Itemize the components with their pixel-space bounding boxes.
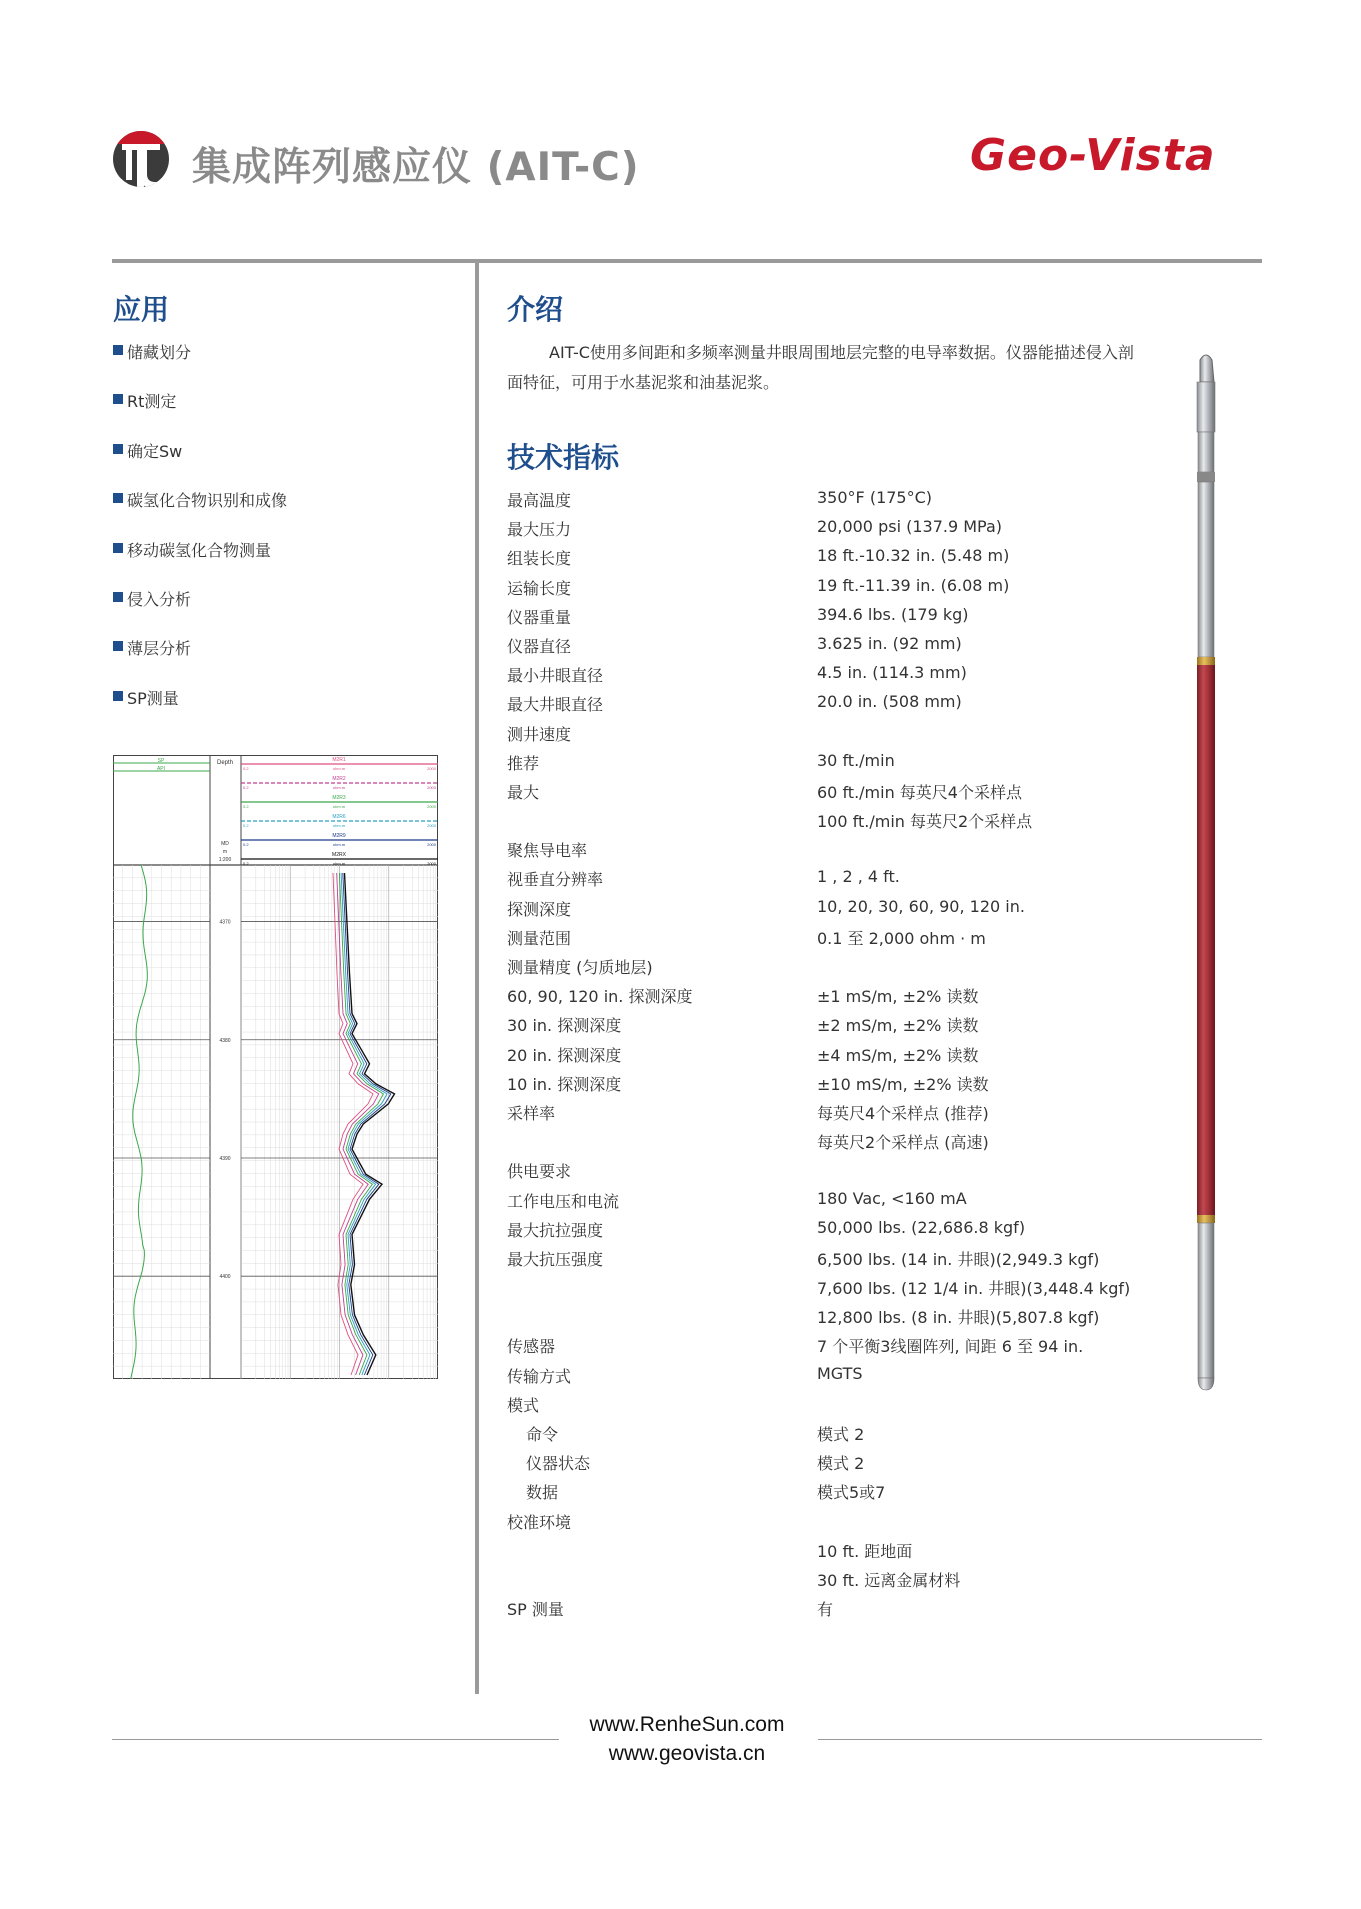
spec-row <box>507 1364 1157 1393</box>
spec-row <box>507 1451 1157 1480</box>
spec-value: 10, 20, 30, 60, 90, 120 in. <box>817 896 1025 916</box>
curve-header-max: 2000 <box>427 804 436 809</box>
spec-label: 最大井眼直径 <box>507 695 604 715</box>
spec-row <box>507 1013 1157 1042</box>
spec-row <box>507 780 1157 809</box>
spec-value: ±1 mS/m, ±2% 读数 <box>817 987 979 1007</box>
curve-header-label: M2R9 <box>332 833 346 839</box>
application-item <box>113 538 463 587</box>
depth-label: 4380 <box>219 1037 231 1044</box>
spec-row <box>507 1043 1157 1072</box>
spec-label: 仪器状态 <box>526 1454 591 1474</box>
curve-header-unit: ohm.m <box>332 785 346 790</box>
spec-row <box>507 1422 1157 1451</box>
specs-heading: 技术指标 <box>507 441 620 474</box>
spec-label: 最高温度 <box>507 491 572 510</box>
spec-label: 视垂直分辨率 <box>507 870 604 890</box>
curve-header-max: 2000 <box>427 823 436 828</box>
spec-row <box>507 897 1157 926</box>
spec-value: 20,000 psi (137.9 MPa) <box>817 517 1003 537</box>
spec-value: ±10 mS/m, ±2% 读数 <box>817 1074 989 1094</box>
spec-label: 模式 <box>507 1395 540 1415</box>
bullet-square-icon <box>113 345 123 355</box>
spec-row <box>507 546 1157 575</box>
spec-value: 每英尺4个采样点 (推荐) <box>817 1103 989 1123</box>
spec-row <box>507 634 1157 663</box>
spec-row <box>507 838 1157 867</box>
spec-value: 6,500 lbs. (14 in. 井眼)(2,949.3 kgf) <box>817 1249 1100 1269</box>
spec-row <box>507 1305 1157 1334</box>
curve-header-max: 2000 <box>427 842 436 847</box>
spec-value: 100 ft./min 每英尺2个采样点 <box>817 812 1033 832</box>
spec-value: ±2 mS/m, ±2% 读数 <box>817 1016 979 1036</box>
spec-row <box>507 1568 1157 1597</box>
footer-url-renhesun[interactable]: www.RenheSun.com <box>589 1713 785 1736</box>
curve-header-min: 0.2 <box>243 861 249 866</box>
brand-logo-text: Geo-Vista <box>970 130 1216 181</box>
application-item <box>113 439 463 488</box>
application-item <box>113 686 463 735</box>
spec-row <box>507 1130 1157 1159</box>
spec-value: ±4 mS/m, ±2% 读数 <box>817 1045 979 1065</box>
application-item <box>113 389 463 438</box>
applications-list <box>113 340 463 735</box>
spec-row <box>507 576 1157 605</box>
curve-header-max: 2000 <box>427 766 436 771</box>
spec-row <box>507 1393 1157 1422</box>
curve-header-unit: ohm.m <box>332 823 346 828</box>
spec-label: SP 测量 <box>507 1600 564 1620</box>
depth-header-label: Depth <box>216 760 234 766</box>
spec-row <box>507 1539 1157 1568</box>
spec-value: 350°F (175°C) <box>817 488 933 507</box>
spec-label: 传感器 <box>507 1337 556 1357</box>
application-label: 侵入分析 <box>127 589 192 609</box>
spec-value: 1 , 2 , 4 ft. <box>817 867 900 887</box>
spec-value: 394.6 lbs. (179 kg) <box>817 604 969 624</box>
application-label: 移动碳氢化合物测量 <box>127 540 272 560</box>
spec-label: 10 in. 探测深度 <box>507 1074 622 1094</box>
spec-row <box>507 488 1157 517</box>
spec-label: 仪器直径 <box>507 636 572 656</box>
curve-header-label: M2R2 <box>332 776 346 782</box>
application-item <box>113 636 463 685</box>
spec-value: 20.0 in. (508 mm) <box>817 692 962 712</box>
resistivity-log-chart <box>113 755 438 1379</box>
spec-row <box>507 955 1157 984</box>
spec-label: 最大 <box>507 782 540 802</box>
spec-row <box>507 751 1157 780</box>
spec-row <box>507 663 1157 692</box>
curve-header-min: 0.2 <box>243 842 249 847</box>
curve-header-label: M2R6 <box>332 814 346 820</box>
intro-heading: 介绍 <box>507 293 564 326</box>
sp-header-label: SP <box>157 758 165 764</box>
spec-label: 仪器重量 <box>507 607 572 627</box>
curve-header-unit: ohm.m <box>332 804 346 809</box>
spec-row <box>507 926 1157 955</box>
spec-label: 最大压力 <box>507 520 572 540</box>
footer-rule-right <box>818 1739 1262 1740</box>
application-label: 确定Sw <box>127 441 183 461</box>
bullet-square-icon <box>113 493 123 503</box>
curve-header-unit: ohm.m <box>332 766 346 771</box>
spec-row <box>507 722 1157 751</box>
application-label: Rt测定 <box>127 392 177 412</box>
spec-row <box>507 1159 1157 1188</box>
spec-label: 20 in. 探测深度 <box>507 1045 622 1065</box>
spec-row <box>507 1597 1157 1626</box>
spec-row <box>507 984 1157 1013</box>
spec-value: 30 ft. 远离金属材料 <box>817 1570 961 1590</box>
depth-label: 4390 <box>219 1155 231 1162</box>
spec-value: 每英尺2个采样点 (高速) <box>817 1133 989 1153</box>
spec-label: 测量精度 (匀质地层) <box>507 958 653 977</box>
spec-label: 聚焦导电率 <box>507 841 588 861</box>
depth-label: 4370 <box>219 919 231 926</box>
spec-label: 测量范围 <box>507 928 572 948</box>
spec-value: 3.625 in. (92 mm) <box>817 633 962 653</box>
curve-header-unit: ohm.m <box>332 861 346 866</box>
spec-label: 30 in. 探测深度 <box>507 1016 622 1036</box>
application-label: 薄层分析 <box>127 639 192 659</box>
spec-value: 有 <box>817 1600 834 1620</box>
spec-value: 模式 2 <box>817 1425 865 1444</box>
spec-row <box>507 867 1157 896</box>
spec-label: 命令 <box>526 1425 559 1444</box>
application-label: 碳氢化合物识别和成像 <box>127 491 288 511</box>
spec-value: 19 ft.-11.39 in. (6.08 m) <box>817 575 1010 595</box>
spec-row <box>507 1189 1157 1218</box>
curve-header-max: 2000 <box>427 861 436 866</box>
spec-row <box>507 605 1157 634</box>
spec-row <box>507 1101 1157 1130</box>
application-label: 储藏划分 <box>127 343 192 362</box>
spec-value: 0.1 至 2,000 ohm · m <box>817 928 986 948</box>
spec-value: 60 ft./min 每英尺4个采样点 <box>817 782 1022 802</box>
scale-header-label: 1:200 <box>218 857 232 863</box>
spec-row <box>507 1480 1157 1509</box>
spec-value: 7,600 lbs. (12 1/4 in. 井眼)(3,448.4 kgf) <box>817 1279 1131 1299</box>
curve-header-max: 2000 <box>427 785 436 790</box>
spec-label: 最大抗压强度 <box>507 1249 604 1269</box>
spec-label: 采样率 <box>507 1103 556 1123</box>
spec-label: 运输长度 <box>507 578 572 598</box>
application-item <box>113 488 463 537</box>
application-item <box>113 587 463 636</box>
spec-label: 工作电压和电流 <box>507 1191 620 1211</box>
spec-row <box>507 692 1157 721</box>
curve-header-min: 0.2 <box>243 785 249 790</box>
spec-row <box>507 1247 1157 1276</box>
curve-header-label: M2R1 <box>332 757 346 763</box>
bullet-square-icon <box>113 691 123 701</box>
spec-row <box>507 1276 1157 1305</box>
curve-header-min: 0.2 <box>243 766 249 771</box>
md-header-label: MD <box>221 841 229 847</box>
spec-label: 校准环境 <box>507 1512 572 1532</box>
spec-value: 10 ft. 距地面 <box>817 1541 913 1561</box>
spec-value: 4.5 in. (114.3 mm) <box>817 663 967 683</box>
spec-label: 测井速度 <box>507 724 572 744</box>
spec-row <box>507 1334 1157 1363</box>
spec-value: MGTS <box>817 1363 863 1383</box>
curve-header-min: 0.2 <box>243 804 249 809</box>
bullet-square-icon <box>113 394 123 404</box>
intro-paragraph <box>507 338 1147 398</box>
spec-value: 180 Vac, <160 mA <box>817 1188 967 1208</box>
curve-header-min: 0.2 <box>243 823 249 828</box>
depth-label: 4400 <box>219 1274 231 1281</box>
spec-row <box>507 809 1157 838</box>
spec-label: 探测深度 <box>507 899 572 919</box>
spec-value: 30 ft./min <box>817 750 895 770</box>
spec-table <box>507 488 1157 1626</box>
bullet-square-icon <box>113 543 123 553</box>
spec-label: 推荐 <box>507 753 540 773</box>
footer-rule-left <box>112 1739 559 1740</box>
spec-row <box>507 1218 1157 1247</box>
bullet-square-icon <box>113 444 123 454</box>
spec-value: 模式5或7 <box>817 1483 886 1503</box>
bullet-square-icon <box>113 592 123 602</box>
application-item <box>113 340 463 389</box>
document-title: 集成阵列感应仪 (AIT-C) <box>192 145 640 190</box>
application-label: SP测量 <box>127 688 179 708</box>
spec-value: 7 个平衡3线圈阵列, 间距 6 至 94 in. <box>817 1337 1084 1357</box>
m-header-label: m <box>222 849 228 855</box>
spec-label: 最小井眼直径 <box>507 666 604 686</box>
spec-label: 组装长度 <box>507 549 572 569</box>
curve-header-label: M2R3 <box>332 795 346 801</box>
spec-row <box>507 1510 1157 1539</box>
spec-value: 12,800 lbs. (8 in. 井眼)(5,807.8 kgf) <box>817 1308 1100 1328</box>
spec-label: 60, 90, 120 in. 探测深度 <box>507 987 693 1007</box>
bullet-square-icon <box>113 641 123 651</box>
spec-value: 模式 2 <box>817 1454 865 1474</box>
spec-row <box>507 517 1157 546</box>
curve-header-label: M2RX <box>332 852 346 858</box>
spec-value: 50,000 lbs. (22,686.8 kgf) <box>817 1217 1026 1237</box>
spec-label: 数据 <box>526 1483 559 1503</box>
intro-text: AIT-C使用多间距和多频率测量井眼周围地层完整的电导率数据。仪器能描述侵入剖面特征，可用于水基泥浆和油基泥浆。 <box>507 343 1134 392</box>
ait-c-tool-image <box>1192 352 1220 1392</box>
curve-header-unit: ohm.m <box>332 842 346 847</box>
spec-label: 最大抗拉强度 <box>507 1220 604 1240</box>
spec-row <box>507 1072 1157 1101</box>
spec-value: 18 ft.-10.32 in. (5.48 m) <box>817 546 1010 566</box>
header-divider <box>112 259 1262 263</box>
company-logo-icon <box>112 130 170 188</box>
spec-label: 传输方式 <box>507 1366 572 1386</box>
api-header-label: API <box>156 766 166 772</box>
applications-heading: 应用 <box>113 293 170 326</box>
spec-label: 供电要求 <box>507 1162 572 1182</box>
column-divider <box>475 261 479 1694</box>
footer-url-geovista[interactable]: www.geovista.cn <box>608 1742 766 1765</box>
